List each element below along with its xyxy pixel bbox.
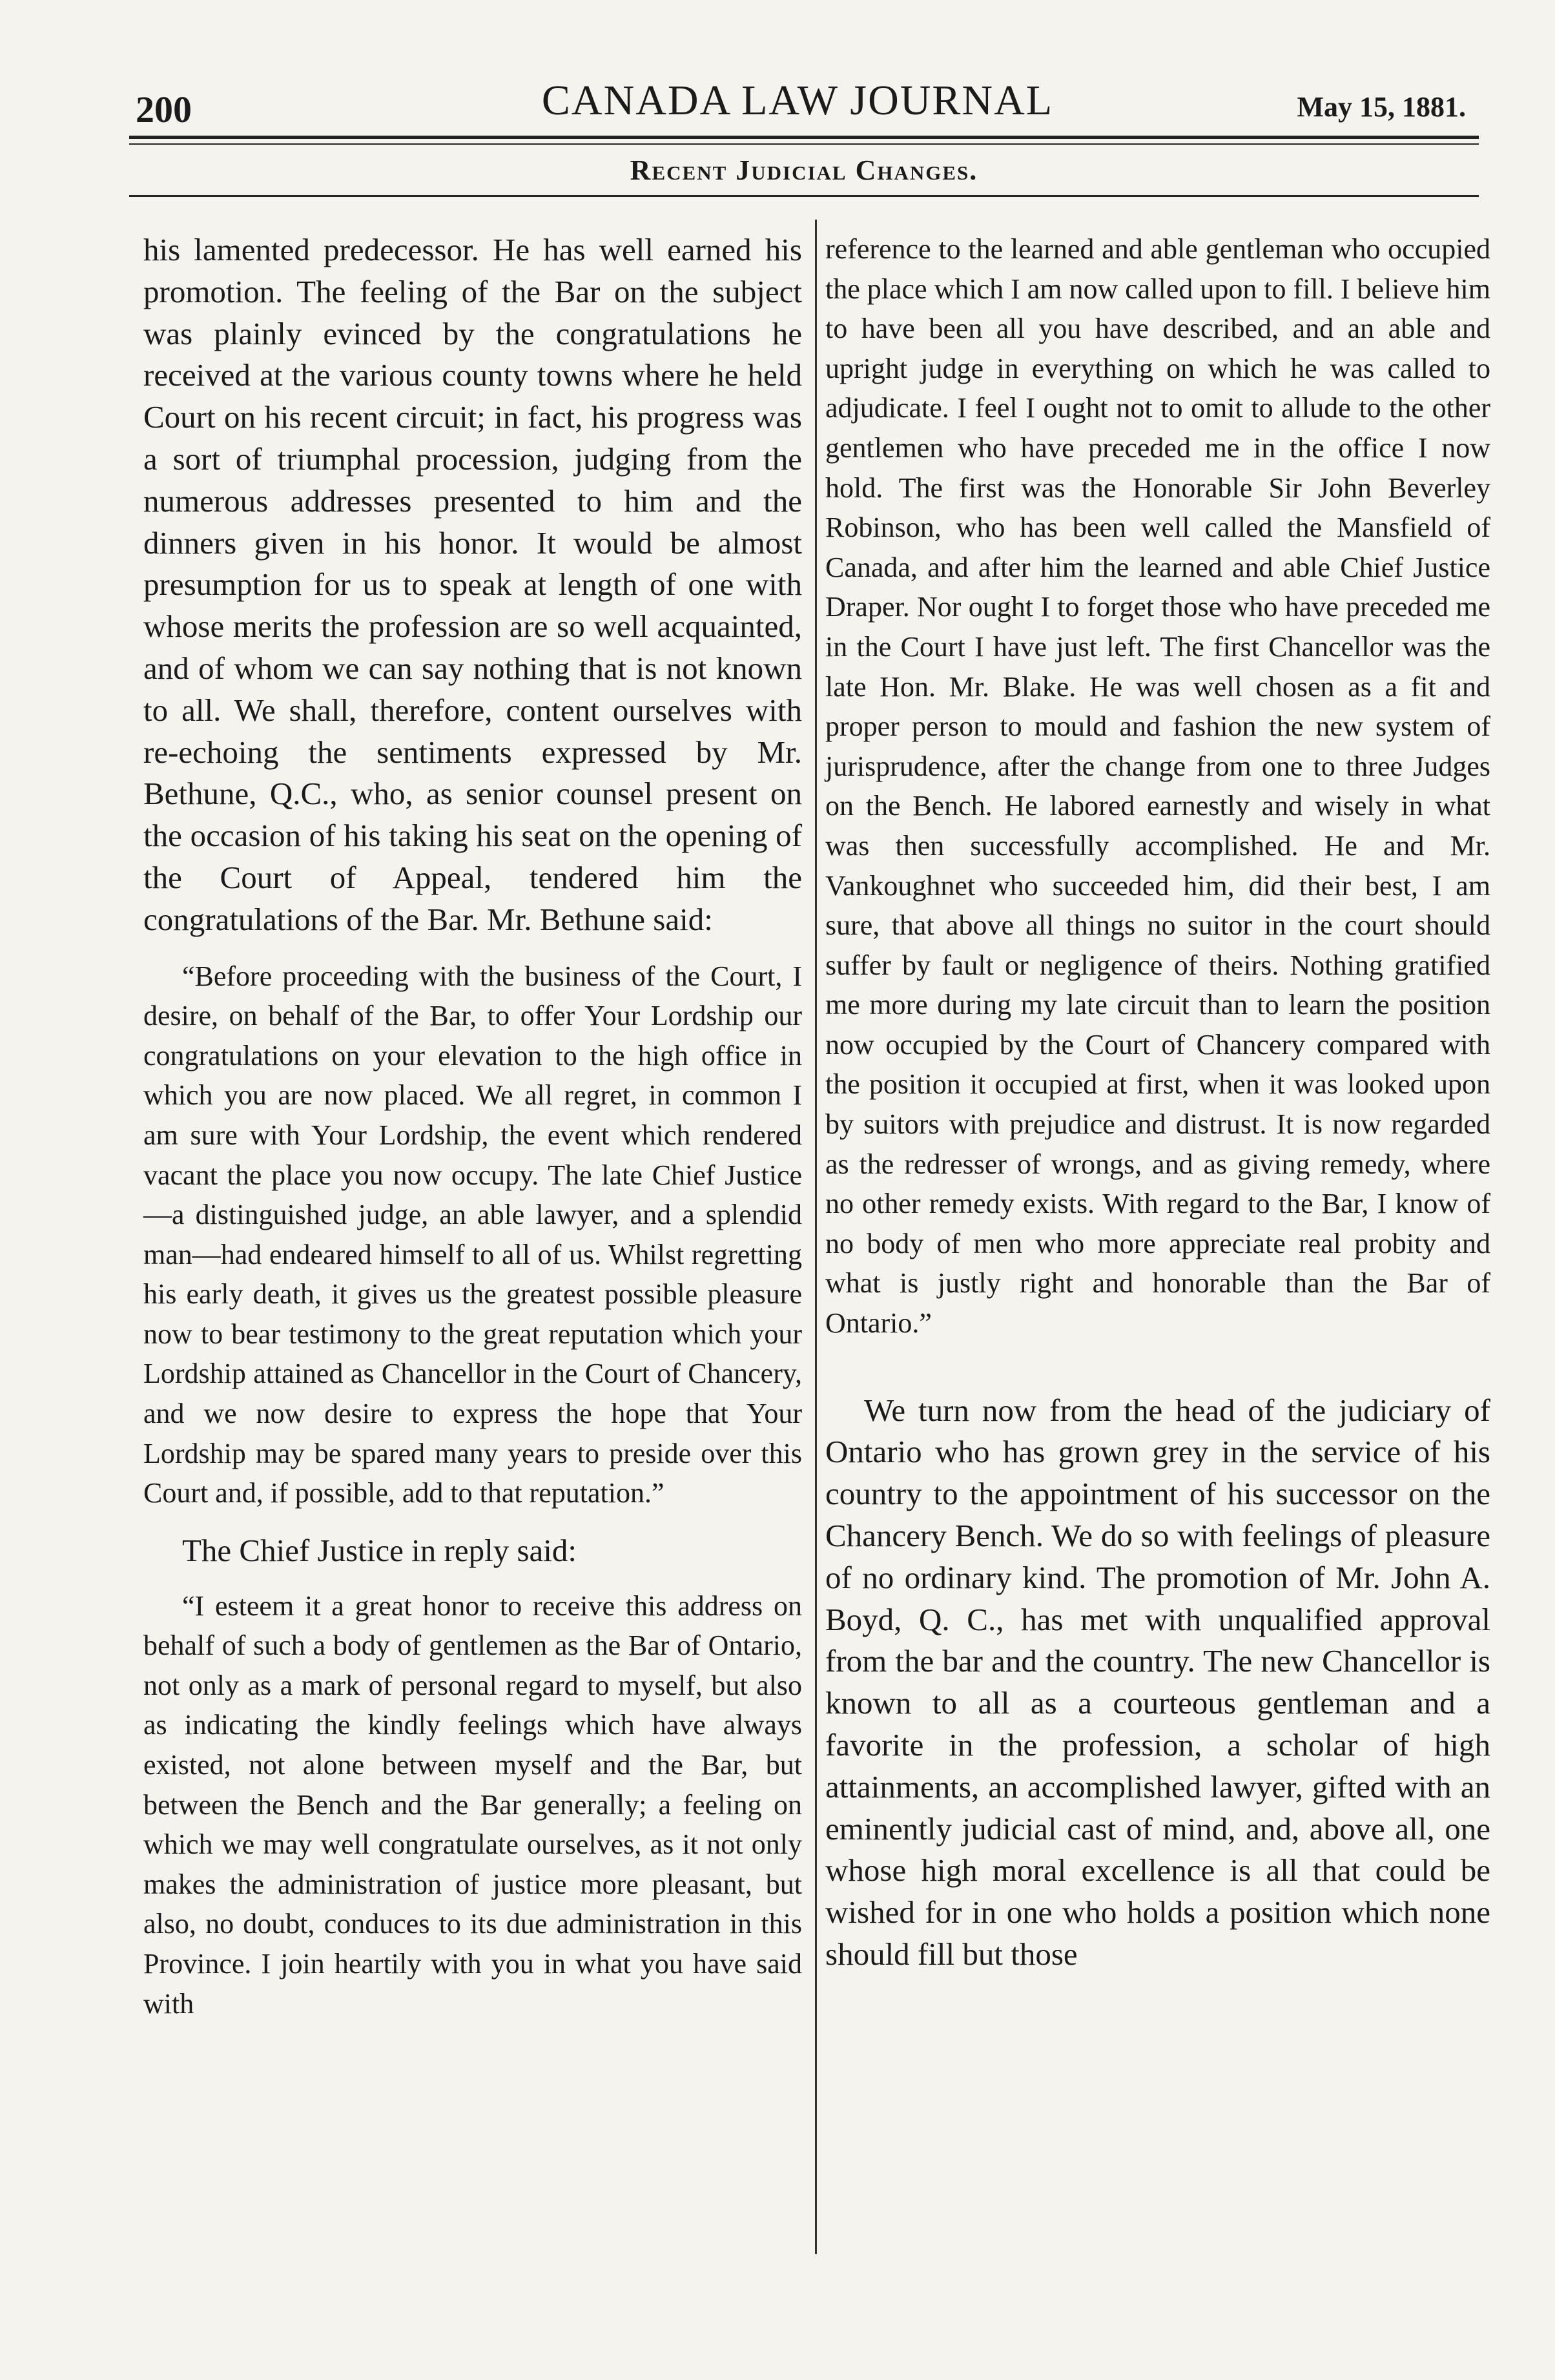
quote-bethune-address: “Before proceeding with the business of the Court, I desire, on behalf of the Bar, to offer Your Lordship our congratulations on your elevation to the high office in which you are now placed. We all regret, in common I am sure with Your Lordship, the event which rendered vacant the place you now occupy. The late Chief Justice—a distinguished judge, an able lawyer, and a splendid man—had endeared himself to all of us. Whilst regretting his early death, it gives us the greatest possible pleasure now to bear testimony to the great reputation which your Lordship attained as Chancellor in the Court of Chancery, and we now desire to express the hope that Your Lordship may be spared many years to preside over this Court and, if possible, add to that reputation.” [143, 960, 802, 1509]
journal-title: CANADA LAW JOURNAL [541, 77, 1054, 124]
header-rule-thin [129, 143, 1479, 145]
page-number: 200 [136, 88, 192, 130]
right-column [825, 229, 1490, 1976]
paragraph-chief-justice-reply: The Chief Justice in reply said: [182, 1532, 577, 1568]
column-divider [815, 220, 817, 2254]
issue-date: May 15, 1881. [1297, 91, 1466, 123]
quote-continuation: reference to the learned and able gentleman who occupied the place which I am now called upon to fill. I believe him to have been all you have described, and an able and upright judge in everything on which he was called to adjudicate. I feel I ought not to omit to allude to the other gentlemen who have preceded me in the office I now hold. The first was the Honorable Sir John Beverley Robinson, who has been well called the Mansfield of Canada, and after him the learned and able Chief Justice Draper. Nor ought I to forget those who have preceded me in the Court I have just left. The first Chancellor was the late Hon. Mr. Blake. He was well chosen as a fit and proper person to mould and fashion the new system of jurisprudence, after the change from one to three Judges on the Bench. He labored earnestly and wisely in what was then successfully accomplished. He and Mr. Vankoughnet who succeeded him, did their best, I am sure, that above all things no suitor in the court should suffer by fault or negligence of theirs. Nothing gratified me more during my late circuit than to learn the position now occupied by the Court of Chancery compared with the position it occupied at first, when it was looked upon by suitors with prejudice and distrust. It is now regarded as the redresser of wrongs, and as giving remedy, where no other remedy exists. With regard to the Bar, I know of no body of men who more appreciate real probity and what is justly right and honorable than the Bar of Ontario.” [825, 233, 1491, 1340]
paragraph-new-chancellor: We turn now from the head of the judiciary of Ontario who has grown grey in the service of his country to the appointment of his successor on the Chancery Bench. We do so with feelings of pleasure of no ordinary kind. The promotion of Mr. John A. Boyd, Q. C., has met with unqualified approval from the bar and the country. The new Chancellor is known to all as a courteous gentleman and a favorite in the profession, a scholar of high attainments, an accomplished lawyer, gifted with an eminently judicial cast of mind, and, above all, one whose high moral excellence is all that could be wished for in one who holds a position which none should fill but those [825, 1392, 1490, 1972]
paragraph-predecessor: his lamented predecessor. He has well earned his promotion. The feeling of the Bar on the subject was plainly evinced by the congratulations he received at the various county towns where he held Court on his recent circuit; in fact, his progress was a sort of triumphal procession, judging from the numerous addresses presented to him and the dinners given in his honor. It would be almost presumption for us to speak at length of one with whose merits the profession are so well acquainted, and of whom we can say nothing that is not known to all. We shall, therefore, content ourselves with re-echoing the sentiments expressed by Mr. Bethune, Q.C., who, as senior counsel present on the occasion of his taking his seat on the opening of the Court of Appeal, tendered him the congratulations of the Bar. Mr. Bethune said: [143, 232, 802, 937]
section-title: Recent Judicial Changes. [630, 154, 978, 186]
quote-chief-justice-reply: “I esteem it a great honor to receive this address on behalf of such a body of gentlemen as the Bar of Ontario, not only as a mark of personal regard to myself, but also as indicating the kindly feelings which have always existed, not alone between myself and the Bar, but between the Bench and the Bar generally; a feeling on which we may well congratulate ourselves, as it not only makes the administration of justice more pleasant, but also, no doubt, conduces to its due administration in this Province. I join heartily with you in what you have said with [143, 1589, 802, 2020]
header-rule-thick [129, 136, 1479, 139]
running-head [123, 76, 1472, 134]
section-rule [129, 195, 1479, 197]
left-column [143, 229, 802, 2023]
